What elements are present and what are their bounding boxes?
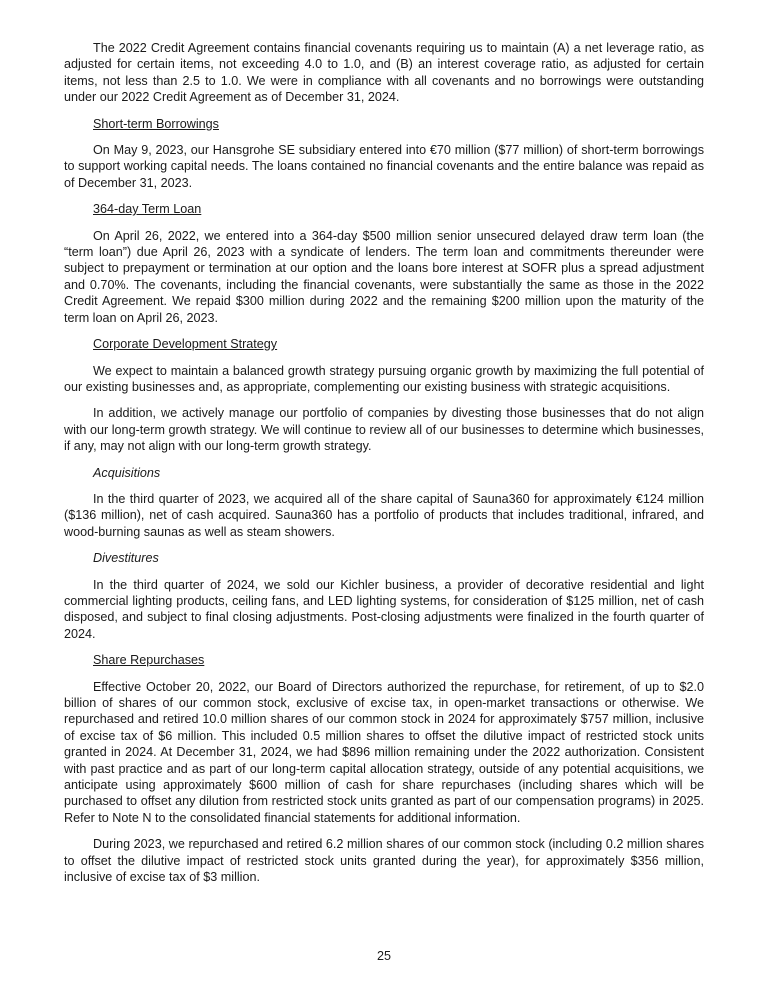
- paragraph-divestitures: In the third quarter of 2024, we sold our Kichler business, a provider of decorative residential and light commercial lighting products, ceiling fans, and LED lighting systems, for consideration of $125 million, net of cash disposed, and subject to final closing adjustments. Post-closing adjustments were finalized in the fourth quarter of 2024.: [64, 577, 704, 641]
- document-body: [64, 40, 704, 895]
- paragraph-share-repurchases-2023: During 2023, we repurchased and retired 6.2 million shares of our common stock (including 0.2 million shares to offset the dilutive impact of restricted stock units granted during the year), for approximately $356 million, inclusive of excise tax of $3 million.: [64, 837, 704, 885]
- paragraph-share-repurchases-2024: Effective October 20, 2022, our Board of Directors authorized the repurchase, for retirement, of up to $2.0 billion of shares of our common stock, exclusive of excise tax, in open-market transactions or otherwise. We repurchased and retired 10.0 million shares of our common stock in 2024 for approximately $757 million, inclusive of excise tax of $6 million. This included 0.5 million shares to offset the dilutive impact of restricted stock units granted in 2024. At December 31, 2024, we had $896 million remaining under the 2022 authorization. Consistent with past practice and as part of our long-term capital allocation strategy, outside of any potential acquisitions, we anticipate using approximately $600 million of cash for share repurchases (including shares which will be purchased to offset any dilution from restricted stock units granted as part of our compensation programs) in 2025. Refer to Note N to the consolidated financial statements for additional information.: [64, 679, 704, 825]
- heading-divestitures: Divestitures: [93, 551, 159, 566]
- paragraph-short-term-borrowings: On May 9, 2023, our Hansgrohe SE subsidiary entered into €70 million ($77 million) of short-term borrowings to support working capital needs. The loans contained no financial covenants and the entire balance was repaid as of December 31, 2023.: [64, 143, 704, 190]
- paragraph-portfolio-management: In addition, we actively manage our portfolio of companies by divesting those businesses that do not align with our long-term growth strategy. We will continue to review all of our businesses to determine which businesses, if any, may not align with our long-term growth strategy.: [64, 406, 704, 454]
- paragraph-growth-strategy: We expect to maintain a balanced growth strategy pursuing organic growth by maximizing the full potential of our existing businesses and, as appropriate, complementing our existing business with strategic acquisitions.: [64, 363, 704, 394]
- paragraph-credit-covenants: The 2022 Credit Agreement contains financial covenants requiring us to maintain (A) a net leverage ratio, as adjusted for certain items, not exceeding 4.0 to 1.0, and (B) an interest coverage ratio, as adjusted for certain items, not less than 2.5 to 1.0. We were in compliance with all covenants and no borrowings were outstanding under our 2022 Credit Agreement as of December 31, 2024.: [64, 41, 704, 105]
- heading-acquisitions: Acquisitions: [93, 465, 161, 480]
- heading-short-term-borrowings: Short-term Borrowings: [93, 116, 219, 131]
- paragraph-term-loan: On April 26, 2022, we entered into a 364-day $500 million senior unsecured delayed draw term loan (the “term loan”) due April 26, 2023 with a syndicate of lenders. The term loan and commitments thereunder were subject to prepayment or termination at our option and the loans bore interest at SOFR plus a spread adjustment and 0.70%. The covenants, including the financial covenants, were substantially the same as those in the 2022 Credit Agreement. We repaid $300 million during 2022 and the remaining $200 million upon the maturity of the term loan on April 26, 2023.: [64, 228, 704, 325]
- heading-corporate-development-strategy: Corporate Development Strategy: [93, 337, 278, 352]
- paragraph-acquisitions: In the third quarter of 2023, we acquired all of the share capital of Sauna360 for approximately €124 million ($136 million), net of cash acquired. Sauna360 has a portfolio of products that includes traditional, infrared, and wood-burning saunas as well as steam showers.: [64, 491, 704, 539]
- page-number: 25: [376, 949, 391, 963]
- heading-term-loan: 364-day Term Loan: [93, 202, 202, 217]
- heading-share-repurchases: Share Repurchases: [93, 653, 205, 668]
